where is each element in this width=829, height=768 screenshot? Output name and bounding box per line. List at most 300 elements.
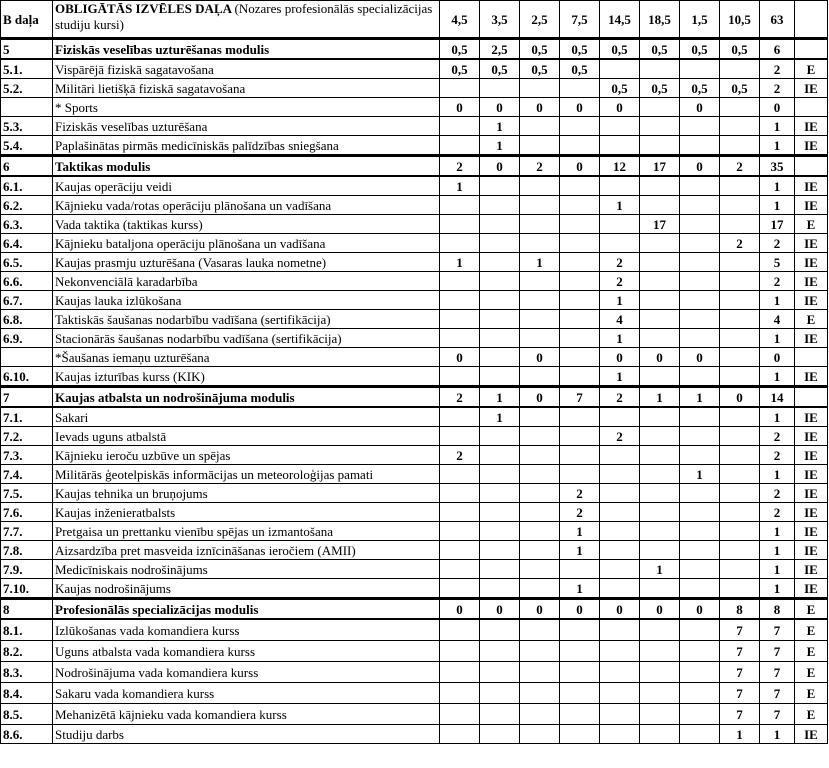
row-value: 1 — [600, 367, 640, 387]
row-value — [440, 484, 480, 503]
row-value — [480, 560, 520, 579]
table-row — [1, 176, 828, 196]
row-code: 7.10. — [1, 579, 53, 599]
row-value — [640, 579, 680, 599]
row-code: 7.3. — [1, 446, 53, 465]
row-value: 1 — [520, 253, 560, 272]
row-value: 1 — [640, 387, 680, 408]
row-value — [480, 484, 520, 503]
row-name: Kaujas prasmju uzturēšana (Vasaras lauka nometne) — [53, 253, 440, 272]
row-value — [560, 704, 600, 725]
row-value — [720, 427, 760, 446]
row-value — [680, 503, 720, 522]
row-code: 7.9. — [1, 560, 53, 579]
row-value — [440, 427, 480, 446]
row-value — [720, 465, 760, 484]
row-exam — [795, 39, 828, 60]
row-value — [680, 560, 720, 579]
row-value — [640, 98, 680, 117]
row-value: 0 — [600, 599, 640, 620]
row-value — [560, 725, 600, 744]
row-value — [560, 367, 600, 387]
row-value: 0 — [440, 599, 480, 620]
row-value — [640, 704, 680, 725]
table-row — [1, 427, 828, 446]
row-value — [560, 136, 600, 156]
row-value — [480, 662, 520, 683]
row-value — [680, 329, 720, 348]
row-value — [480, 329, 520, 348]
row-value — [440, 367, 480, 387]
row-value — [680, 117, 720, 136]
table-row — [1, 407, 828, 427]
row-value — [480, 725, 520, 744]
row-value — [520, 272, 560, 291]
row-value — [520, 291, 560, 310]
header-value: 1,5 — [680, 1, 720, 39]
row-value — [680, 136, 720, 156]
row-value: 7 — [720, 683, 760, 704]
row-value: 0,5 — [560, 59, 600, 79]
row-value: 0,5 — [640, 79, 680, 98]
row-value — [640, 196, 680, 215]
table-row — [1, 234, 828, 253]
row-value — [480, 619, 520, 641]
row-value — [560, 662, 600, 683]
row-value — [520, 579, 560, 599]
row-name: Kaujas atbalsta un nodrošinājuma modulis — [53, 387, 440, 408]
row-code: 8.6. — [1, 725, 53, 744]
row-value — [640, 427, 680, 446]
row-exam: E — [795, 310, 828, 329]
row-value — [560, 310, 600, 329]
header-title-cell — [53, 1, 440, 39]
row-code: 7.4. — [1, 465, 53, 484]
table-row — [1, 215, 828, 234]
row-value — [720, 291, 760, 310]
row-value — [520, 407, 560, 427]
row-value — [560, 465, 600, 484]
row-total: 2 — [760, 79, 795, 98]
row-code: 7.7. — [1, 522, 53, 541]
row-exam — [795, 387, 828, 408]
row-name: Fiziskās veselības uzturēšanas modulis — [53, 39, 440, 60]
row-value — [640, 253, 680, 272]
row-value — [520, 196, 560, 215]
row-value — [600, 176, 640, 196]
row-value — [480, 446, 520, 465]
row-value: 0,5 — [520, 39, 560, 60]
table-row — [1, 662, 828, 683]
row-name: Nodrošinājuma vada komandiera kurss — [53, 662, 440, 683]
row-value — [640, 310, 680, 329]
row-value: 0 — [440, 98, 480, 117]
row-value — [560, 560, 600, 579]
row-value — [680, 725, 720, 744]
row-value: 1 — [560, 541, 600, 560]
row-value: 2 — [600, 427, 640, 446]
row-value — [640, 59, 680, 79]
row-value — [600, 215, 640, 234]
row-name: Kājnieku bataljona operāciju plānošana un vadīšana — [53, 234, 440, 253]
row-value — [640, 619, 680, 641]
row-value — [640, 522, 680, 541]
row-value — [640, 541, 680, 560]
row-value — [440, 234, 480, 253]
row-total: 7 — [760, 641, 795, 662]
row-name: *Šaušanas iemaņu uzturēšana — [53, 348, 440, 367]
row-name: Taktiskās šaušanas nodarbību vadīšana (sertifikācija) — [53, 310, 440, 329]
row-value: 0 — [640, 599, 680, 620]
row-value: 2 — [440, 156, 480, 177]
row-value — [440, 272, 480, 291]
row-value — [440, 79, 480, 98]
table-row — [1, 683, 828, 704]
row-value: 4 — [600, 310, 640, 329]
row-value — [440, 619, 480, 641]
row-value: 0 — [480, 156, 520, 177]
table-row — [1, 196, 828, 215]
row-value — [520, 704, 560, 725]
row-value — [680, 253, 720, 272]
row-exam: IE — [795, 503, 828, 522]
row-value — [640, 367, 680, 387]
row-value: 0 — [680, 156, 720, 177]
row-value — [480, 234, 520, 253]
row-value: 1 — [600, 291, 640, 310]
row-value: 7 — [720, 662, 760, 683]
table-row — [1, 367, 828, 387]
row-name: Vada taktika (taktikas kurss) — [53, 215, 440, 234]
row-total: 0 — [760, 98, 795, 117]
table-row — [1, 619, 828, 641]
row-value — [600, 683, 640, 704]
row-value: 0 — [680, 98, 720, 117]
row-value — [440, 641, 480, 662]
row-code: 7 — [1, 387, 53, 408]
row-value — [720, 579, 760, 599]
row-code: 7.1. — [1, 407, 53, 427]
row-exam: IE — [795, 560, 828, 579]
row-value — [480, 522, 520, 541]
row-total: 8 — [760, 599, 795, 620]
row-value — [600, 641, 640, 662]
header-value: 14,5 — [600, 1, 640, 39]
row-exam: E — [795, 619, 828, 641]
row-code: 6.10. — [1, 367, 53, 387]
row-value — [520, 725, 560, 744]
row-total: 1 — [760, 291, 795, 310]
row-value: 1 — [440, 176, 480, 196]
row-value — [680, 522, 720, 541]
row-name: Kājnieku vada/rotas operāciju plānošana un vadīšana — [53, 196, 440, 215]
row-code: 8.2. — [1, 641, 53, 662]
row-value — [640, 329, 680, 348]
row-code: 6 — [1, 156, 53, 177]
row-value — [520, 541, 560, 560]
table-row — [1, 641, 828, 662]
row-value — [440, 725, 480, 744]
row-value: 0 — [560, 599, 600, 620]
row-total: 7 — [760, 619, 795, 641]
row-name: Sakari — [53, 407, 440, 427]
row-exam: IE — [795, 541, 828, 560]
row-exam: IE — [795, 367, 828, 387]
row-value: 0 — [720, 387, 760, 408]
row-total: 1 — [760, 541, 795, 560]
row-code: 6.9. — [1, 329, 53, 348]
row-name: Studiju darbs — [53, 725, 440, 744]
row-total: 35 — [760, 156, 795, 177]
row-total: 1 — [760, 196, 795, 215]
row-value — [680, 446, 720, 465]
row-value — [640, 446, 680, 465]
row-code: 6.4. — [1, 234, 53, 253]
row-name: Taktikas modulis — [53, 156, 440, 177]
table-row — [1, 291, 828, 310]
row-value — [720, 59, 760, 79]
row-exam: E — [795, 599, 828, 620]
row-value — [720, 348, 760, 367]
row-value: 0,5 — [440, 59, 480, 79]
row-value — [440, 522, 480, 541]
row-name: Pretgaisa un prettanku vienību spējas un izmantošana — [53, 522, 440, 541]
row-value: 1 — [480, 136, 520, 156]
row-name: Sakaru vada komandiera kurss — [53, 683, 440, 704]
row-name: Paplašinātas pirmās medicīniskās palīdzības sniegšana — [53, 136, 440, 156]
table-row — [1, 560, 828, 579]
row-value — [480, 310, 520, 329]
row-value — [680, 367, 720, 387]
row-exam: IE — [795, 329, 828, 348]
row-value: 0,5 — [720, 39, 760, 60]
table-row — [1, 522, 828, 541]
row-value — [480, 272, 520, 291]
row-exam: IE — [795, 176, 828, 196]
row-value — [720, 446, 760, 465]
row-exam: IE — [795, 465, 828, 484]
row-code: 6.1. — [1, 176, 53, 196]
row-value — [600, 136, 640, 156]
row-code: 5 — [1, 39, 53, 60]
row-value — [720, 176, 760, 196]
table-row — [1, 725, 828, 744]
row-value — [520, 560, 560, 579]
row-value — [600, 704, 640, 725]
table-row — [1, 579, 828, 599]
row-code: 6.6. — [1, 272, 53, 291]
row-name: Vispārējā fiziskā sagatavošana — [53, 59, 440, 79]
row-value — [720, 272, 760, 291]
row-name: Profesionālās specializācijas modulis — [53, 599, 440, 620]
row-exam: IE — [795, 725, 828, 744]
row-value — [640, 662, 680, 683]
row-name: Mehanizētā kājnieku vada komandiera kurss — [53, 704, 440, 725]
row-value — [720, 329, 760, 348]
row-value — [600, 234, 640, 253]
row-exam: IE — [795, 579, 828, 599]
row-value: 2 — [560, 484, 600, 503]
row-value — [520, 234, 560, 253]
row-value: 0 — [600, 98, 640, 117]
row-value — [640, 503, 680, 522]
row-value: 1 — [440, 253, 480, 272]
row-value — [480, 176, 520, 196]
row-code: 7.5. — [1, 484, 53, 503]
header-value: 10,5 — [720, 1, 760, 39]
row-value — [560, 683, 600, 704]
row-value: 2 — [600, 387, 640, 408]
row-code: 6.5. — [1, 253, 53, 272]
row-value — [720, 522, 760, 541]
row-value: 2,5 — [480, 39, 520, 60]
row-total: 1 — [760, 725, 795, 744]
row-total: 1 — [760, 117, 795, 136]
row-exam: E — [795, 59, 828, 79]
row-code: 6.2. — [1, 196, 53, 215]
row-exam — [795, 348, 828, 367]
row-value — [480, 196, 520, 215]
row-name: Kaujas izturības kurss (KIK) — [53, 367, 440, 387]
row-value: 0,5 — [440, 39, 480, 60]
row-exam: IE — [795, 196, 828, 215]
table-row — [1, 272, 828, 291]
row-value: 1 — [560, 579, 600, 599]
row-name: Kaujas tehnika un bruņojums — [53, 484, 440, 503]
row-value — [720, 136, 760, 156]
row-value — [440, 704, 480, 725]
row-value — [520, 367, 560, 387]
row-value: 2 — [560, 503, 600, 522]
row-name: Kaujas nodrošinājums — [53, 579, 440, 599]
row-value — [560, 427, 600, 446]
row-value: 2 — [720, 234, 760, 253]
row-value — [600, 407, 640, 427]
row-value — [680, 215, 720, 234]
row-total: 2 — [760, 59, 795, 79]
row-value — [680, 291, 720, 310]
row-value — [680, 176, 720, 196]
row-value — [440, 662, 480, 683]
row-value — [680, 427, 720, 446]
table-row — [1, 704, 828, 725]
row-value — [520, 310, 560, 329]
row-value — [720, 310, 760, 329]
row-value: 12 — [600, 156, 640, 177]
row-value — [720, 560, 760, 579]
row-total: 1 — [760, 522, 795, 541]
table-row — [1, 446, 828, 465]
row-value — [680, 541, 720, 560]
row-total: 1 — [760, 176, 795, 196]
row-value: 1 — [680, 465, 720, 484]
row-value — [600, 560, 640, 579]
row-value — [520, 465, 560, 484]
row-value: 7 — [560, 387, 600, 408]
row-value — [560, 79, 600, 98]
row-value — [560, 234, 600, 253]
row-value: 0 — [680, 348, 720, 367]
row-value — [480, 215, 520, 234]
row-total: 2 — [760, 234, 795, 253]
module-row — [1, 39, 828, 60]
row-code: 5.1. — [1, 59, 53, 79]
row-value — [680, 662, 720, 683]
row-exam: IE — [795, 79, 828, 98]
row-code: 8.4. — [1, 683, 53, 704]
row-value — [720, 541, 760, 560]
row-value — [520, 176, 560, 196]
row-value — [480, 367, 520, 387]
row-value — [720, 196, 760, 215]
row-total: 7 — [760, 683, 795, 704]
row-total: 1 — [760, 407, 795, 427]
row-value — [680, 484, 720, 503]
row-value — [520, 619, 560, 641]
table-row — [1, 503, 828, 522]
row-value: 2 — [440, 446, 480, 465]
row-value — [480, 683, 520, 704]
row-code: 6.3. — [1, 215, 53, 234]
row-value — [640, 176, 680, 196]
row-value — [720, 253, 760, 272]
row-value — [640, 272, 680, 291]
row-code: 5.3. — [1, 117, 53, 136]
row-value — [480, 579, 520, 599]
row-value: 0,5 — [680, 79, 720, 98]
row-value — [440, 579, 480, 599]
row-value: 1 — [480, 117, 520, 136]
row-value — [600, 662, 640, 683]
row-total: 4 — [760, 310, 795, 329]
row-value — [600, 484, 640, 503]
row-value — [560, 407, 600, 427]
row-value — [600, 117, 640, 136]
row-value — [440, 329, 480, 348]
header-exam — [795, 1, 828, 39]
row-value — [560, 196, 600, 215]
header-value: 4,5 — [440, 1, 480, 39]
row-value — [640, 117, 680, 136]
row-code: 6.8. — [1, 310, 53, 329]
row-value: 0,5 — [520, 59, 560, 79]
row-value: 8 — [720, 599, 760, 620]
row-exam — [795, 156, 828, 177]
row-value — [480, 253, 520, 272]
row-value: 1 — [600, 329, 640, 348]
row-name: Fiziskās veselības uzturēšana — [53, 117, 440, 136]
row-value: 0 — [560, 98, 600, 117]
row-value — [520, 215, 560, 234]
row-value: 1 — [480, 407, 520, 427]
row-total: 1 — [760, 560, 795, 579]
row-value — [440, 503, 480, 522]
row-value: 0,5 — [600, 39, 640, 60]
row-value — [440, 310, 480, 329]
row-value — [600, 503, 640, 522]
row-value — [560, 329, 600, 348]
row-exam — [795, 98, 828, 117]
table-row — [1, 329, 828, 348]
row-exam: IE — [795, 253, 828, 272]
row-value — [440, 215, 480, 234]
row-code: 8.3. — [1, 662, 53, 683]
row-total: 2 — [760, 272, 795, 291]
row-value — [440, 683, 480, 704]
row-value — [560, 176, 600, 196]
row-value — [640, 234, 680, 253]
row-total: 2 — [760, 484, 795, 503]
